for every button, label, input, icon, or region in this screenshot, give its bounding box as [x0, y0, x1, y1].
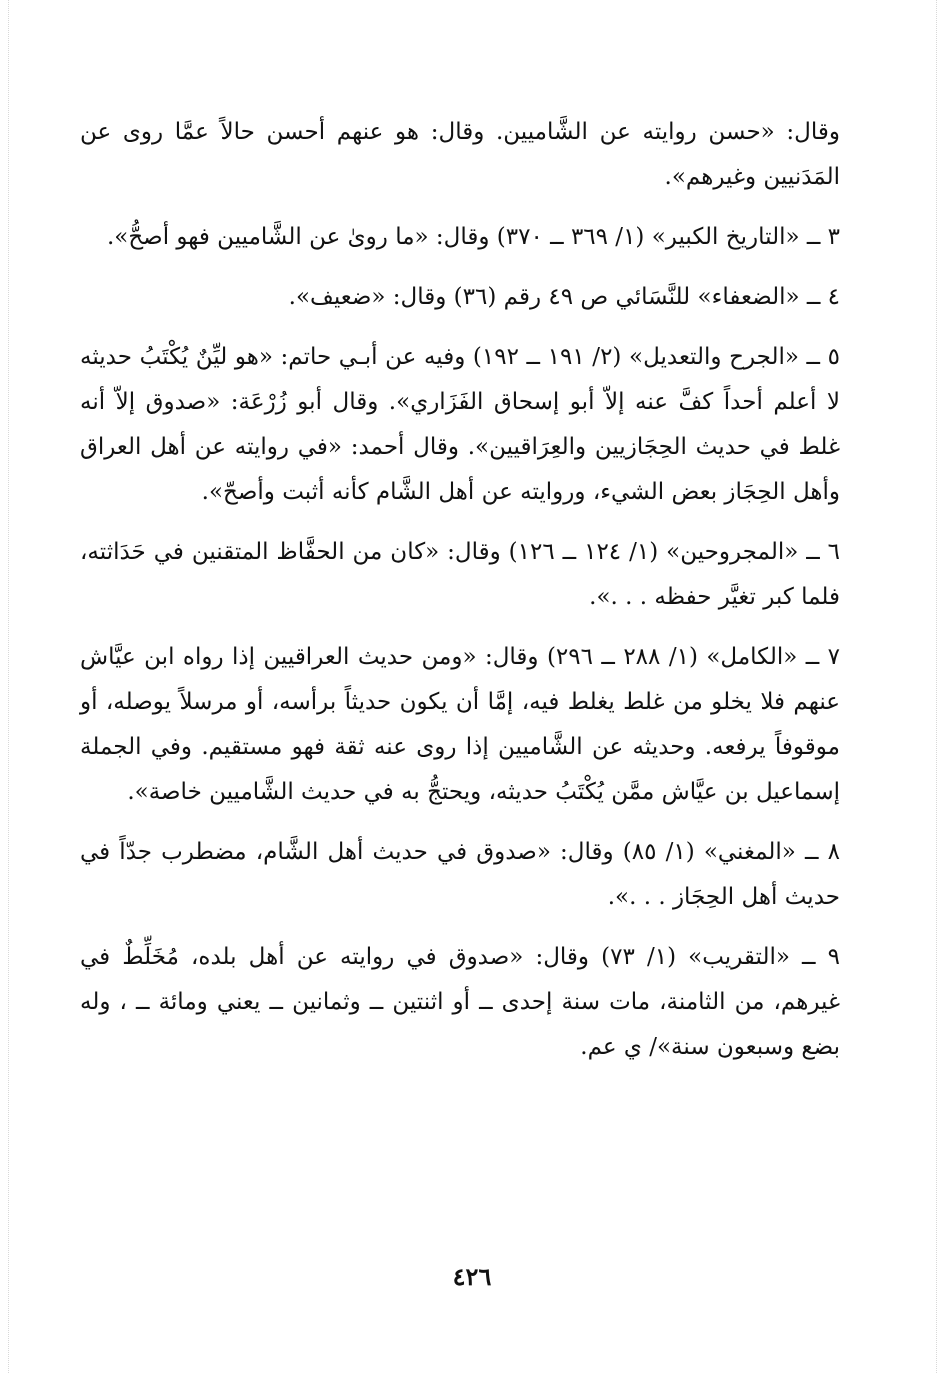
scan-edge-right: [936, 0, 937, 1373]
paragraph-8: ٩ ــ «التقريب» (١/ ٧٣) وقال: «صدوق في روايته عن أهل بلده، مُخَلِّطٌ في غيرهم، من الثامنة، مات سنة إحدى ــ أو اثنتين ــ وثمانين ــ يعني ومائة ــ ، وله بضع وسبعون سنة»/ ي عم.: [80, 944, 840, 1060]
paragraph-2: ٣ ــ «التاريخ الكبير» (١/ ٣٦٩ ــ ٣٧٠) وقال: «ما روىٰ عن الشَّاميين فهو أصحُّ».: [106, 224, 840, 250]
paragraph-3: ٤ ــ «الضعفاء» للنَّسَائي ص ٤٩ رقم (٣٦) وقال: «ضعيف».: [288, 284, 840, 310]
scan-edge-left: [8, 0, 9, 1373]
paragraph-4: ٥ ــ «الجرح والتعديل» (٢/ ١٩١ ــ ١٩٢) وفيه عن أبـي حاتم: «هو ليِّنٌ يُكْتَبُ حديثه لا أعلم أحداً كفَّ عنه إلاّ أبو إسحاق الفَزَاري». وقال أبو زُرْعَة: «صدوق إلاّ أنه غلط في حديث الحِجَازيين والعِرَاقيين». وقال أحمد: «في روايته عن أهل العراق وأهل الحِجَاز بعض الشيء، وروايته عن أهل الشَّام كأنه أثبت وأصحّ».: [80, 344, 840, 505]
page-number: ٤٢٦: [452, 1262, 492, 1291]
paragraph-7: ٨ ــ «المغني» (١/ ٨٥) وقال: «صدوق في حديث أهل الشَّام، مضطرب جدّاً في حديث أهل الحِجَاز . . .».: [80, 839, 840, 910]
paragraph-5: ٦ ــ «المجروحين» (١/ ١٢٤ ــ ١٢٦) وقال: «كان من الحفَّاظ المتقنين في حَدَاثته، فلما كبر تغيَّر حفظه . . .».: [80, 539, 841, 610]
paragraph-6: ٧ ــ «الكامل» (١/ ٢٨٨ ــ ٢٩٦) وقال: «ومن حديث العراقيين إذا رواه ابن عيَّاش عنهم فلا يخلو من غلط يغلط فيه، إمَّا أن يكون حديثاً برأسه، أو مرسلاً يوصله، أو موقوفاً يرفعه. وحديثه عن الشَّاميين إذا روى عنه ثقة فهو مستقيم. وفي الجملة إسماعيل بن عيَّاش ممَّن يُكْتَبُ حديثه، ويحتجُّ به في حديث الشَّاميين خاصة».: [80, 644, 841, 805]
body-text: [80, 110, 840, 1085]
paragraph-1: وقال: «حسن روايته عن الشَّاميين. وقال: هو عنهم أحسن حالاً عمَّا روى عن المَدَنيين وغيرهم».: [80, 119, 840, 190]
